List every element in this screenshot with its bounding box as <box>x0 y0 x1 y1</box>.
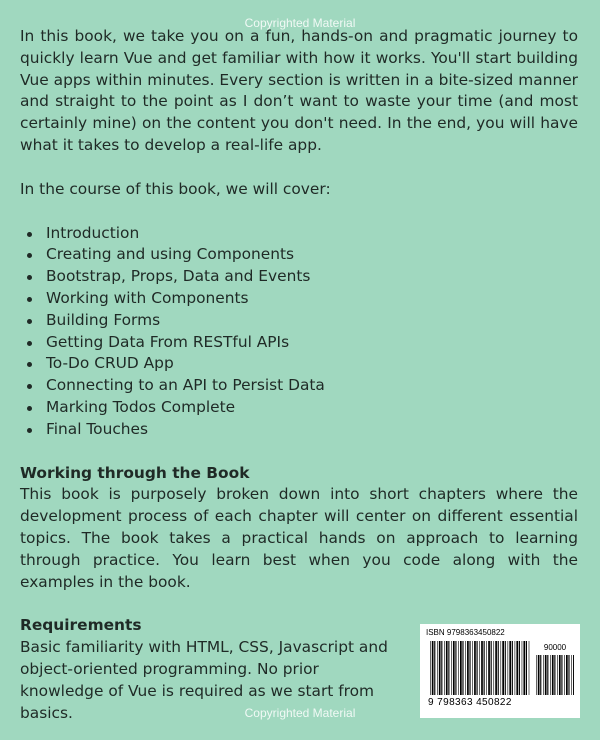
topic-list <box>20 223 578 441</box>
isbn-barcode <box>420 624 580 718</box>
intro-paragraph: In this book, we take you on a fun, hands-on and pragmatic journey to quickly learn Vue and get familiar with how it works. You'll start building Vue apps within minutes. Every section is written in a bite-sized manner and straight to the point as I don’t want to waste your time (and most certainly mine) on the content you don't need. In the end, you will have what it takes to develop a real-life app. <box>20 27 578 154</box>
requirements-paragraph: Basic familiarity with HTML, CSS, Javascript and object-oriented programming. No prior knowledge of Vue is required as we start from basics. <box>20 638 388 722</box>
list-item: Working with Components <box>46 288 578 310</box>
requirements-heading: Requirements <box>20 616 142 635</box>
watermark-bottom: Copyrighted Material <box>244 706 356 720</box>
list-item: To-Do CRUD App <box>46 353 578 375</box>
isbn-label: ISBN 9798363450822 <box>426 628 505 637</box>
barcode-addon-number: 90000 <box>543 643 567 652</box>
cover-intro: In the course of this book, we will cover: <box>20 179 331 198</box>
barcode-digits: 9 798363 450822 <box>428 697 512 708</box>
list-item: Introduction <box>46 223 578 245</box>
barcode-bars <box>430 641 530 695</box>
list-item: Building Forms <box>46 310 578 332</box>
barcode-addon-bars <box>536 655 574 695</box>
list-item: Bootstrap, Props, Data and Events <box>46 266 578 288</box>
list-item: Connecting to an API to Persist Data <box>46 375 578 397</box>
list-item: Final Touches <box>46 419 578 441</box>
list-item: Creating and using Components <box>46 244 578 266</box>
list-item: Getting Data From RESTful APIs <box>46 332 578 354</box>
back-cover-text <box>20 26 578 724</box>
list-item: Marking Todos Complete <box>46 397 578 419</box>
watermark-top: Copyrighted Material <box>244 16 356 30</box>
working-heading: Working through the Book <box>20 463 250 482</box>
working-paragraph: This book is purposely broken down into short chapters where the development process of each chapter will center on different essential topics. The book takes a practical hands on approach to learning through practice. You learn best when you code along with the examples in the book. <box>20 485 578 591</box>
